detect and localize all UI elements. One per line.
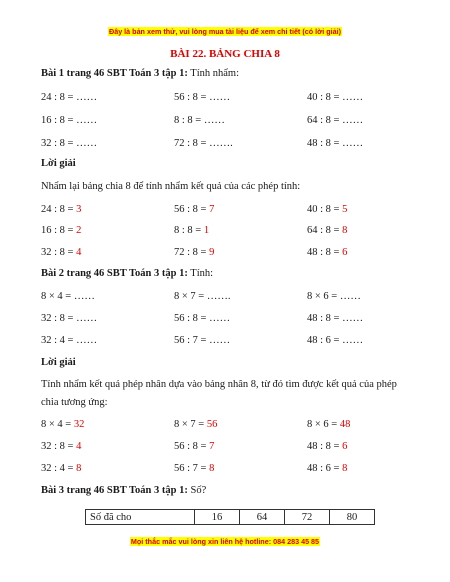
table-value-cell: 80 [330, 510, 375, 525]
solution-1-intro: Nhẩm lại bảng chia 8 để tính nhẩm kết quả của các phép tính: [41, 181, 301, 192]
solution-2-row: 8 × 4 = 32 8 × 7 = 56 8 × 6 = 48 [41, 419, 351, 430]
exercise-1-row: 24 : 8 = …… 56 : 8 = …… 40 : 8 = …… [41, 92, 364, 103]
table-row [86, 510, 375, 525]
solution-2-intro-line2: chia tương ứng: [41, 397, 108, 408]
solution-2-row: 32 : 8 = 4 56 : 8 = 7 48 : 8 = 6 [41, 441, 348, 452]
hotline-banner: Mọi thắc mắc vui lòng xin liên hệ hotline: 084 283 45 85 [130, 537, 320, 546]
table-value-cell: 64 [240, 510, 285, 525]
exercise-2-row: 8 × 4 = …… 8 × 7 = ……. 8 × 6 = …… [41, 291, 361, 302]
exercise-1-heading: Bài 1 trang 46 SBT Toán 3 tập 1: Tính nhẩm: [41, 68, 239, 79]
exercise-1-row: 16 : 8 = …… 8 : 8 = …… 64 : 8 = …… [41, 115, 364, 126]
exercise-3-table [85, 509, 375, 525]
exercise-2-row: 32 : 8 = …… 56 : 8 = …… 48 : 8 = …… [41, 313, 364, 324]
table-value-cell: 72 [285, 510, 330, 525]
table-value-cell: 16 [195, 510, 240, 525]
exercise-3-heading: Bài 3 trang 46 SBT Toán 3 tập 1: Số? [41, 485, 207, 496]
page-title: BÀI 22. BẢNG CHIA 8 [170, 48, 280, 60]
table-label-cell: Số đã cho [86, 510, 195, 525]
preview-banner: Đây là bản xem thử, vui lòng mua tài liệu để xem chi tiết (có lời giải) [109, 27, 341, 36]
exercise-1-row: 32 : 8 = …… 72 : 8 = ……. 48 : 8 = …… [41, 138, 364, 149]
solution-1-row: 32 : 8 = 4 72 : 8 = 9 48 : 8 = 6 [41, 247, 348, 258]
solution-2-intro-line1: Tính nhẩm kết quả phép nhân dựa vào bảng nhân 8, từ đó tìm được kết quả của phép [41, 379, 397, 390]
solution-2-heading: Lời giải [41, 357, 76, 368]
exercise-2-heading: Bài 2 trang 46 SBT Toán 3 tập 1: Tính: [41, 268, 214, 279]
solution-1-row: 16 : 8 = 2 8 : 8 = 1 64 : 8 = 8 [41, 225, 348, 236]
exercise-2-row: 32 : 4 = …… 56 : 7 = …… 48 : 6 = …… [41, 335, 364, 346]
solution-1-row: 24 : 8 = 3 56 : 8 = 7 40 : 8 = 5 [41, 204, 348, 215]
solution-1-heading: Lời giải [41, 158, 76, 169]
solution-2-row: 32 : 4 = 8 56 : 7 = 8 48 : 6 = 8 [41, 463, 348, 474]
